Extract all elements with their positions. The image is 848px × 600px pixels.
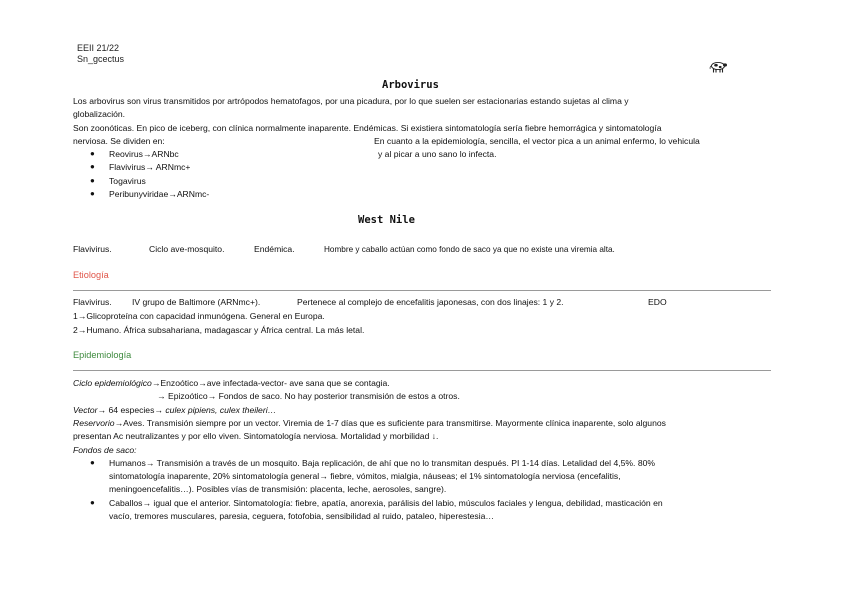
humanos-line: meningoencefalitis…). Posibles vías de transmisión: placenta, leche, aerosoles, sangre). (109, 484, 447, 494)
course-label: EEII 21/22 (77, 43, 120, 53)
intro-line: Son zoonóticas. En pico de iceberg, con clínica normalmente inaparente. Endémicas. Si existiera sintomatología sería fiebre hemorrágica y sintomatología (73, 123, 662, 133)
section-title: West Nile (358, 214, 415, 226)
humanos-line: Humanos→ Transmisión a través de un mosquito. Baja replicación, de ahí que no lo transmitan después. PI 1-14 días. Letalidad del 4,5%. 80% (109, 458, 656, 468)
bullet-icon: ● (90, 176, 95, 185)
intro-line: globalización. (73, 109, 126, 119)
etiologia-line: 2→Humano. África subsahariana, madagascar y África central. La más letal. (73, 325, 365, 335)
cow-icon (708, 58, 728, 74)
reservorio-line: presentan Ac neutralizantes y por ello viven. Sintomatología nerviosa. Mortalidad y morbilidad ↓. (73, 431, 439, 441)
etiologia-complex: Pertenece al complejo de encefalitis japonesas, con dos linajes: 1 y 2. (297, 297, 564, 307)
caballos-line: Caballos→ igual que el anterior. Sintomatología: fiebre, apatía, anorexia, parálisis del labio, músculos faciales y lengua, debilidad, masticación en (109, 498, 663, 508)
epidemiology-note: En cuanto a la epidemiología, sencilla, el vector pica a un animal enfermo, lo vehicula (374, 136, 700, 146)
caballos-line: vacío, tremores musculares, paresia, ceguera, fotofobia, sensibilidad al ruido, pataleo, hiperestesia… (109, 511, 495, 521)
epidemiology-note: y al picar a uno sano lo infecta. (378, 149, 497, 159)
summary-genus: Flavivirus. (73, 244, 112, 254)
ciclo-text: →Enzoótico→ave infectada-vector- ave sana que se contagia. (151, 378, 390, 388)
vector-label: Vector (73, 405, 98, 415)
etiologia-genus: Flavivirus. (73, 297, 112, 307)
epidemiologia-heading: Epidemiología (73, 350, 132, 360)
reservorio-label: Reservorio (73, 418, 115, 428)
summary-hosts: Hombre y caballo actúan como fondo de saco ya que no existe una viremia alta. (324, 245, 615, 254)
bullet-icon: ● (90, 149, 95, 158)
page-title: Arbovirus (382, 79, 439, 91)
section-divider (73, 370, 771, 371)
vector-species: culex pipiens, culex theileri… (165, 405, 277, 415)
author-label: Sn_gcectus (77, 54, 125, 64)
reservorio-line (73, 417, 666, 430)
bullet-icon: ● (90, 189, 95, 198)
etiologia-edo: EDO (648, 297, 667, 307)
etiologia-baltimore: IV grupo de Baltimore (ARNmc+). (132, 297, 261, 307)
ciclo-label: Ciclo epidemiológico (73, 378, 152, 388)
bullet-icon: ● (90, 498, 95, 507)
summary-cycle: Ciclo ave-mosquito. (149, 244, 225, 254)
virus-family-item: Togavirus (109, 176, 146, 186)
summary-endemic: Endémica. (254, 244, 295, 254)
virus-family-item: Reovirus→ARNbc (109, 149, 179, 159)
reservorio-text: →Aves. Transmisión siempre por un vector. Viremia de 1-7 días que es suficiente para transmitirse. Mayormente clínica inaparente, solo algunos (114, 418, 666, 428)
epizootico-line: → Epizoótico→ Fondos de saco. No hay posterior transmisión de estos a otros. (157, 391, 460, 401)
bullet-icon: ● (90, 458, 95, 467)
section-divider (73, 290, 771, 291)
humanos-line: sintomatología inaparente, 20% sintomatología general→ fiebre, vómitos, mialgia, náuseas; el 1% sintomatología nerviosa (encefalitis, (109, 471, 621, 481)
etiologia-line: 1→Glicoproteína con capacidad inmunógena. General en Europa. (73, 311, 325, 321)
intro-line: nerviosa. Se dividen en: (73, 136, 165, 146)
vector-line (73, 404, 276, 417)
virus-family-item: Peribunyviridae→ARNmc- (109, 189, 210, 199)
intro-line: Los arbovirus son virus transmitidos por artrópodos hematofagos, por una picadura, por lo que suelen ser estacionarias estando sujetas al clima y (73, 96, 629, 106)
etiologia-heading: Etiología (73, 270, 109, 280)
ciclo-line (73, 377, 390, 390)
vector-text: → 64 especies→ (97, 405, 163, 415)
virus-family-item: Flavivirus→ ARNmc+ (109, 162, 191, 172)
fondos-label: Fondos de saco: (73, 445, 137, 455)
bullet-icon: ● (90, 162, 95, 171)
